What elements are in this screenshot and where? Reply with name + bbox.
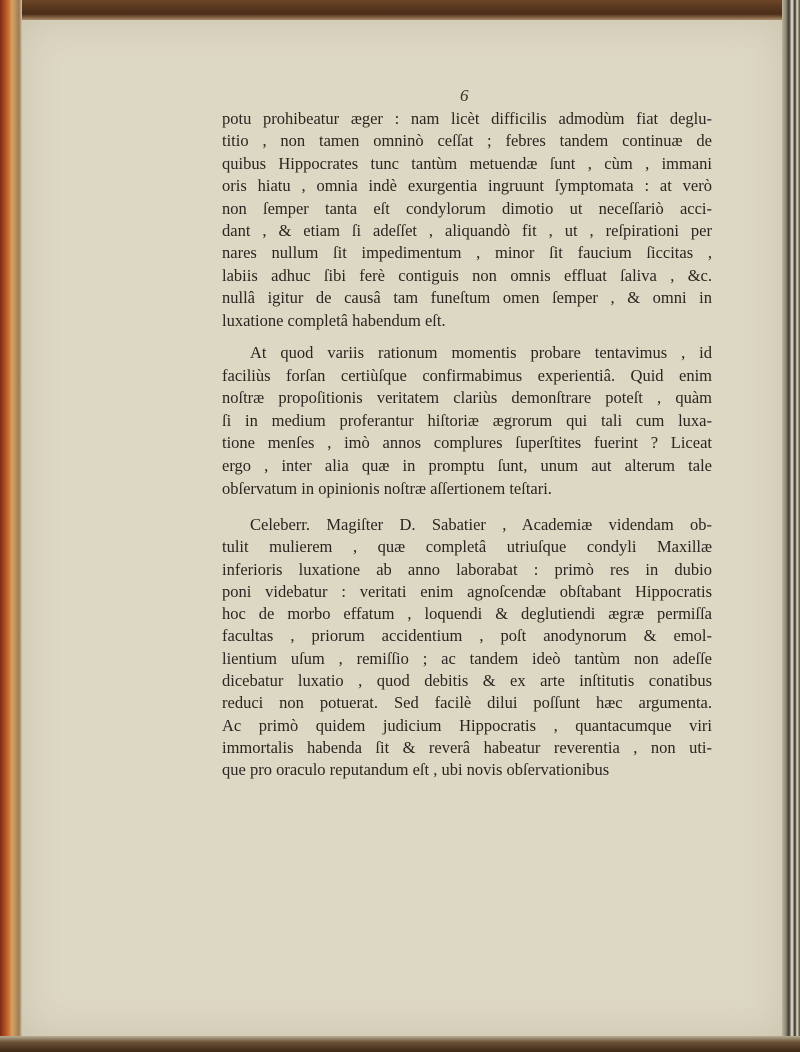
page-number: 6 — [460, 86, 469, 105]
paragraph-3 — [222, 514, 712, 782]
paragraph-2 — [222, 342, 712, 500]
text-line: hoc de morbo effatum , loquendi & deglutiendi ægræ permiſſa — [222, 604, 712, 624]
text-line: nullâ igitur de causâ tam funeſtum omen ſemper , & omni in — [222, 288, 712, 308]
paragraph-1 — [222, 108, 712, 332]
text-line: tulit mulierem , quæ completâ utriuſque condyli Maxillæ — [222, 537, 712, 557]
text-line: poni videbatur : veritati enim agnoſcendæ obſtabant Hippocratis — [222, 581, 712, 601]
text-line: potu prohibeatur æger : nam licèt difficilis admodùm fiat deglu- — [222, 109, 712, 128]
text-line: reduci non potuerat. Sed facilè dilui poſſunt hæc argumenta. — [222, 693, 712, 713]
page-edge-right — [782, 0, 800, 1052]
text-line: Ac primò quidem judicium Hippocratis , quantacumque viri — [222, 715, 712, 735]
text-line: obſervatum in opinionis noſtræ aſſertionem teſtari. — [222, 478, 552, 498]
text-line: labiis adhuc ſibi ferè contiguis non omnis effluat ſaliva , &c. — [222, 265, 712, 285]
text-line: oris hiatu , omnia indè exurgentia ingruunt ſymptomata : at verò — [222, 176, 712, 196]
text-line: Celeberr. Magiſter D. Sabatier , Academiæ videndam ob- — [250, 515, 712, 534]
page-edge-bottom — [0, 1036, 800, 1052]
text-line: lientium uſum , remiſſio ; ac tandem ideò tantùm non adeſſe — [222, 648, 712, 668]
book-spine-left — [0, 0, 22, 1052]
text-line: facultas , priorum accidentium , poſt anodynorum & emol- — [222, 626, 712, 646]
text-line: ſi in medium proferantur hiſtoriæ ægrorum qui tali cum luxa- — [222, 410, 712, 430]
text-line: que pro oraculo reputandum eſt , ubi novis obſervationibus — [222, 760, 610, 780]
text-line: dant , & etiam ſi adeſſet , aliquandò fit , ut , reſpirationi per — [222, 221, 712, 241]
text-line: nares nullum ſit impedimentum , minor ſit faucium ſiccitas , — [222, 243, 712, 263]
text-line: immortalis habenda ſit & reverâ habeatur reverentia , non uti- — [222, 737, 712, 757]
text-line: luxatione completâ habendum eſt. — [222, 310, 446, 330]
text-line: At quod variis rationum momentis probare tentavimus , id — [250, 343, 712, 362]
text-line: quibus Hippocrates tunc tantùm metuendæ ſunt , cùm , immani — [222, 153, 712, 173]
text-line: non ſemper tanta eſt condylorum dimotio ut neceſſariò acci- — [222, 198, 712, 218]
text-line: faciliùs forſan certiùſque confirmabimus experientiâ. Quid enim — [222, 365, 712, 385]
text-line: dicebatur luxatio , quod debitis & ex arte inſtitutis conatibus — [222, 671, 712, 691]
text-line: ergo , inter alia quæ in promptu ſunt, unum aut alterum tale — [222, 455, 712, 475]
text-line: inferioris luxatione ab anno laborabat : primò res in dubio — [222, 559, 712, 579]
text-line: titio , non tamen omninò ceſſat ; febres tandem continuæ de — [222, 131, 712, 151]
text-line: noſtræ propoſitionis veritatem clariùs demonſtrare poteſt , quàm — [222, 388, 712, 408]
text-line: tione menſes , imò annos complures ſuperſtites fuerint ? Liceat — [222, 433, 712, 453]
